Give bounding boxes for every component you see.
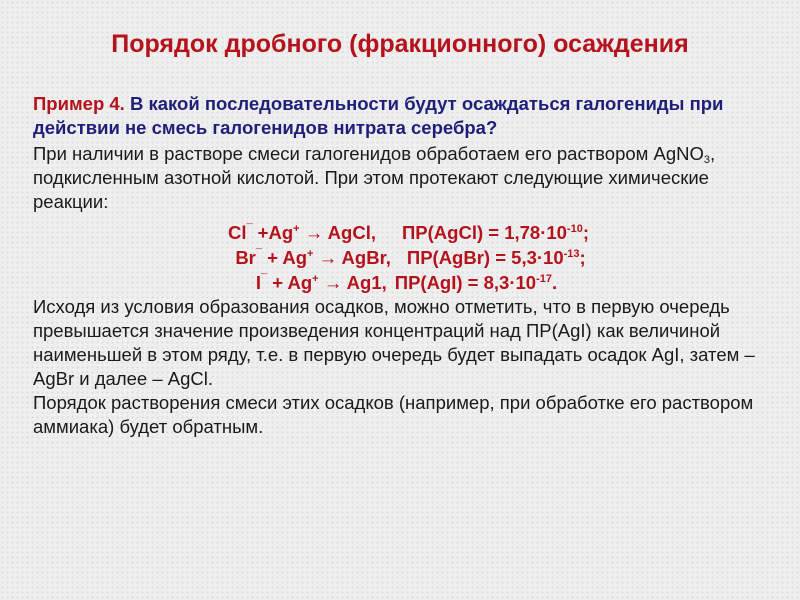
solubility-product: ПР(AgBr) = 5,3·10 bbox=[406, 247, 564, 268]
dissolution-paragraph: Порядок растворения смеси этих осадков (например, при обработке его раствором аммиака) будет обратным. bbox=[33, 392, 754, 437]
reaction-plus-silver: +Ag bbox=[252, 222, 294, 243]
solubility-product: ПР(AgI) = 8,3·10 bbox=[394, 272, 537, 293]
reaction-ion: Br bbox=[235, 247, 256, 268]
reaction-ion-charge: ¯ bbox=[255, 248, 262, 260]
reaction-product: → AgCl, bbox=[299, 222, 376, 243]
solubility-product: ПР(AgCl) = 1,78·10 bbox=[402, 222, 567, 243]
reaction-end: ; bbox=[582, 222, 590, 243]
reactions-block bbox=[33, 220, 778, 295]
reaction-ion-charge: ¯ bbox=[261, 273, 268, 285]
reaction-ion-charge: ¯ bbox=[246, 223, 253, 235]
silver-charge: + bbox=[312, 273, 319, 285]
reaction-chloride bbox=[33, 220, 778, 245]
intro-text-2: , подкисленным азотной кислотой. При этом протекают следующие химические реакции: bbox=[33, 143, 716, 212]
solubility-exponent: -10 bbox=[566, 223, 583, 235]
intro-paragraph bbox=[33, 142, 778, 214]
reaction-product: → Ag1, bbox=[318, 272, 387, 293]
reaction-iodide bbox=[33, 270, 778, 295]
reaction-ion: Cl bbox=[227, 222, 247, 243]
reaction-bromide bbox=[33, 245, 778, 270]
reaction-plus-silver: + Ag bbox=[267, 272, 313, 293]
slide-title: Порядок дробного (фракционного) осаждения bbox=[111, 30, 689, 58]
intro-text-1: При наличии в растворе смеси галогенидов обработаем его раствором AgNO bbox=[33, 143, 704, 164]
reaction-end: . bbox=[551, 272, 558, 293]
conclusion-paragraph: Исходя из условия образования осадков, можно отметить, что в первую очередь превышается значение произведения концентраций над ПР(AgI) как величиной наименьшей в этом ряду, т.е. в первую очередь будет выпадать осадок AgI, затем – AgBr и далее – AgCl. bbox=[33, 296, 755, 389]
example-question bbox=[33, 92, 778, 140]
reaction-ion: I bbox=[255, 272, 261, 293]
slide-body bbox=[33, 92, 778, 439]
silver-charge: + bbox=[307, 248, 314, 260]
intro-subscript: 3 bbox=[703, 154, 711, 166]
solubility-exponent: -17 bbox=[536, 273, 552, 285]
reaction-end: ; bbox=[579, 247, 586, 268]
reaction-plus-silver: + Ag bbox=[261, 247, 308, 268]
reaction-product: → AgBr, bbox=[313, 247, 391, 268]
example-question-text: В какой последовательности будут осаждаться галогениды при действии не смесь галогенидов нитрата серебра? bbox=[33, 93, 724, 138]
solubility-exponent: -13 bbox=[563, 248, 580, 260]
silver-charge: + bbox=[293, 223, 300, 235]
example-label: Пример 4. bbox=[33, 93, 125, 114]
